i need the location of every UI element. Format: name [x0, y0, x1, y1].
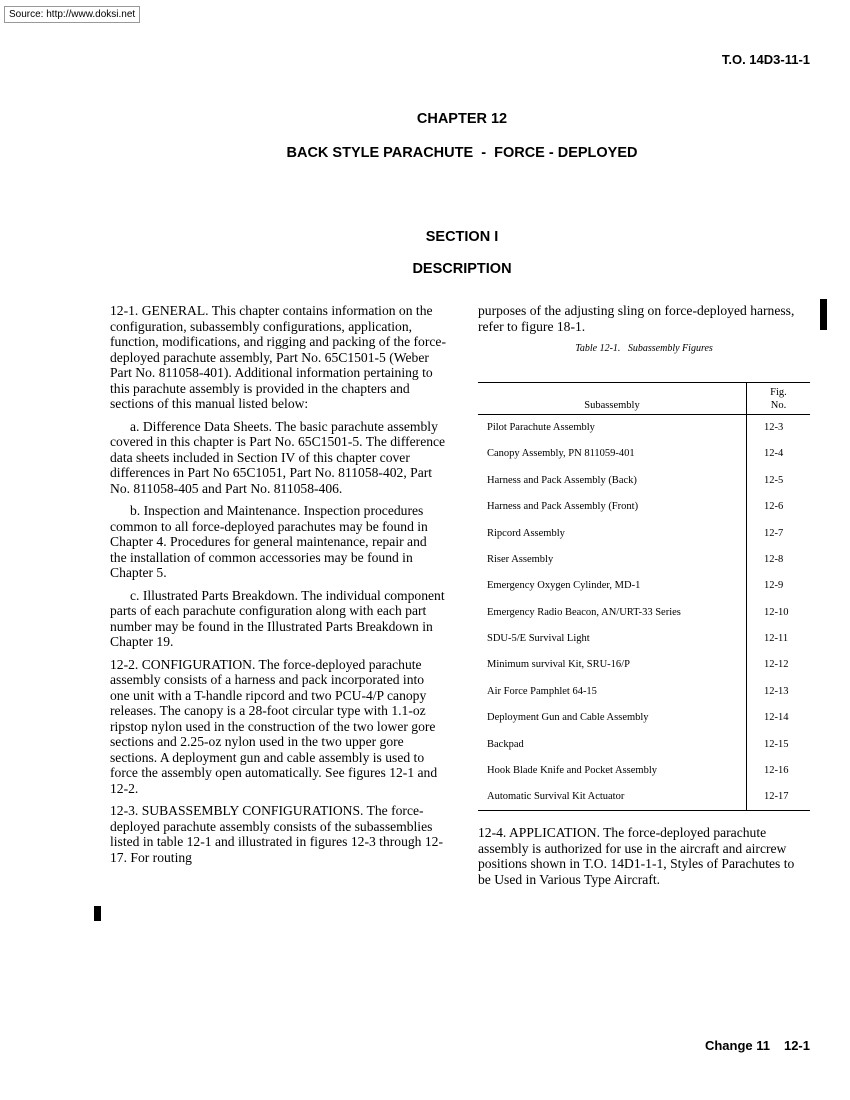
header-fig-no — [747, 382, 811, 414]
chapter-title: BACK STYLE PARACHUTE - FORCE - DEPLOYED — [286, 145, 638, 161]
figure-number: 12-8 — [764, 553, 784, 565]
table-row — [478, 652, 810, 678]
right-column — [478, 303, 810, 887]
figure-number: 12-12 — [764, 659, 789, 671]
subassembly-name: SDU-5/E Survival Light — [478, 626, 747, 652]
subassembly-name: Ripcord Assembly — [478, 520, 747, 546]
figure-number: 12-9 — [764, 580, 784, 592]
page-footer — [705, 1038, 810, 1053]
table-row — [478, 599, 810, 625]
figure-number: 12-14 — [764, 712, 789, 724]
subassembly-name: Backpad — [478, 731, 747, 757]
table-row — [478, 573, 810, 599]
table-row — [478, 758, 810, 784]
subassembly-name: Deployment Gun and Cable Assembly — [478, 705, 747, 731]
subassembly-name: Canopy Assembly, PN 811059-401 — [478, 441, 747, 467]
table-row — [478, 626, 810, 652]
figure-number: 12-7 — [764, 527, 784, 539]
paragraph-application: 12-4. APPLICATION. The force-deployed parachute assembly is authorized for use in the aircraft and aircrew positions shown in T.O. 14D1-1-1, Styles of Parachutes to be Used in Various Type Aircraft. — [478, 825, 795, 887]
subassembly-name: Air Force Pamphlet 64-15 — [478, 678, 747, 704]
change-number: Change 11 — [704, 1038, 770, 1053]
subassembly-name: Pilot Parachute Assembly — [478, 414, 747, 441]
subassembly-name: Minimum survival Kit, SRU-16/P — [478, 652, 747, 678]
figure-number: 12-5 — [764, 474, 784, 486]
figure-number: 12-6 — [764, 501, 784, 513]
left-column — [110, 303, 446, 872]
figure-number: 12-17 — [747, 784, 811, 811]
document-id: T.O. 14D3-11-1 — [721, 52, 810, 67]
header-subassembly: Subassembly — [478, 382, 747, 414]
paragraph-configuration: 12-2. CONFIGURATION. The force-deployed parachute assembly consists of a harness and pack incorporated into one unit with a T-handle ripcord and two PCU-4/P canopy releases. The canopy is a 28-foot circular type with 1.1-oz ripstop nylon used in the construction of the two lower gore sections and 2.25-oz nylon used in the two upper gore sections. A deployment gun and cable assembly is used to force the assembly open automatically. See figures 12-1 and 12-2. — [110, 656, 438, 796]
figure-number: 12-11 — [764, 633, 789, 645]
table-row — [478, 441, 810, 467]
subassembly-name: Harness and Pack Assembly (Back) — [478, 467, 747, 493]
subassembly-name: Riser Assembly — [478, 546, 747, 572]
paragraph-difference-data: a. Difference Data Sheets. The basic parachute assembly covered in this chapter is Part No. 65C1501-5. The difference data sheets included in Section IV of this chapter cover differences in Part No 65C1051, Part No. 811058-402, Part No. 811058-405 and Part No. 811058-406. — [110, 418, 446, 496]
subassembly-name: Emergency Radio Beacon, AN/URT-33 Series — [478, 599, 747, 625]
table-row — [478, 731, 810, 757]
table-header-row — [478, 382, 810, 414]
page-number: 12-1 — [783, 1038, 810, 1053]
subassembly-name: Harness and Pack Assembly (Front) — [478, 494, 747, 520]
table-row — [478, 467, 810, 493]
subassembly-name: Automatic Survival Kit Actuator — [478, 784, 747, 811]
header-fig-line2: No. — [770, 399, 787, 411]
section-title: DESCRIPTION — [412, 261, 512, 277]
subassembly-table — [478, 382, 810, 812]
figure-number: 12-16 — [764, 765, 789, 777]
table-row — [478, 705, 810, 731]
paragraph-general: 12-1. GENERAL. This chapter contains information on the configuration, subassembly configurations, application, function, modifications, and rigging and packing of the force-deployed parachute assembly, Part No. 65C1501-5 (Weber Part No. 811058-401). Additional information pertaining to this parachute assembly is provided in the chapters and sections of this manual listed below: — [110, 303, 446, 411]
section-heading: SECTION I — [425, 229, 499, 245]
subassembly-name: Emergency Oxygen Cylinder, MD-1 — [478, 573, 747, 599]
figure-number: 12-13 — [764, 685, 789, 697]
paragraph-parts-breakdown: c. Illustrated Parts Breakdown. The individual component parts of each parachute configuration along with each part number may be found in the Illustrated Parts Breakdown in Chapter 19. — [110, 587, 445, 649]
table-row — [478, 784, 810, 811]
paragraph-subassembly: 12-3. SUBASSEMBLY CONFIGURATIONS. The force-deployed parachute assembly consists of the subassemblies listed in table 12-1 and illustrated in figures 12-3 through 12-17. For routing — [110, 803, 443, 865]
paragraph-continued: purposes of the adjusting sling on force-deployed harness, refer to figure 18-1. — [478, 303, 795, 334]
figure-number: 12-10 — [764, 606, 789, 618]
table-row — [478, 520, 810, 546]
paragraph-inspection: b. Inspection and Maintenance. Inspection procedures common to all force-deployed parachutes may be found in Chapter 4. Procedures for general maintenance, repair and the installation of common accessories may be found in Chapter 5. — [110, 503, 428, 580]
table-row — [478, 494, 810, 520]
change-bar — [820, 299, 827, 330]
change-bar — [94, 906, 101, 921]
chapter-heading: CHAPTER 12 — [416, 111, 508, 127]
header-fig-line1: Fig. — [770, 386, 787, 398]
table-row — [478, 678, 810, 704]
figure-number: 12-4 — [764, 448, 784, 460]
table-row — [478, 546, 810, 572]
table-caption: Table 12-1. Subassembly Figures — [575, 343, 713, 354]
figure-number: 12-15 — [764, 738, 789, 750]
table-row — [478, 414, 810, 441]
subassembly-name: Hook Blade Knife and Pocket Assembly — [478, 758, 747, 784]
figure-number: 12-3 — [764, 421, 784, 433]
source-label: Source: http://www.doksi.net — [4, 6, 140, 23]
